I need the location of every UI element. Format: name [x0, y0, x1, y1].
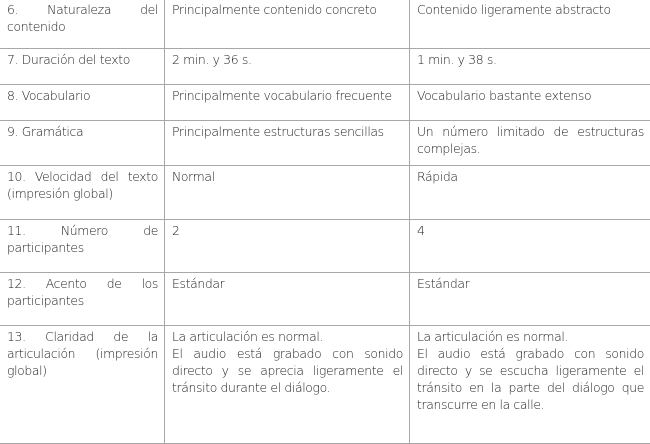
text2-cell	[410, 49, 650, 85]
text1-cell	[165, 273, 410, 326]
criterion-cell	[0, 85, 165, 121]
criterion-label: 13. Claridad de la articulación (impresión global)	[7, 328, 158, 379]
text1-value: Principalmente estructuras sencillas	[172, 123, 403, 140]
text2-cell	[410, 0, 650, 49]
table-row	[0, 273, 650, 326]
criterion-label: 12. Acento de los participantes	[7, 275, 158, 309]
text2-cell	[410, 220, 650, 273]
criterion-label: 11. Número de participantes	[7, 222, 158, 256]
table-row	[0, 121, 650, 166]
text1-line1: La articulación es normal.	[172, 328, 403, 345]
text1-value: Principalmente contenido concreto	[172, 1, 403, 18]
text2-value: 4	[417, 222, 644, 239]
text1-cell	[165, 49, 410, 85]
text1-cell	[165, 326, 410, 444]
table-row	[0, 326, 650, 444]
table-row	[0, 0, 650, 49]
criterion-label: 9. Gramática	[7, 123, 158, 140]
text1-value: Principalmente vocabulario frecuente	[172, 87, 403, 104]
criterion-label: 10. Velocidad del texto (impresión global)	[7, 168, 158, 202]
text1-cell	[165, 121, 410, 166]
criterion-label: 8. Vocabulario	[7, 87, 158, 104]
text1-line2: El audio está grabado con sonido directo y se aprecia ligeramente el tránsito durante el diálogo.	[172, 345, 403, 396]
table-row	[0, 220, 650, 273]
text2-line2: El audio está grabado con sonido directo y se escucha ligeramente el tránsito en la parte del diálogo que transcurre en la calle.	[417, 345, 644, 413]
text2-cell	[410, 326, 650, 444]
text1-cell	[165, 85, 410, 121]
text1-cell	[165, 166, 410, 220]
text1-cell	[165, 0, 410, 49]
table-row	[0, 166, 650, 220]
criterion-cell	[0, 326, 165, 444]
text2-value: Rápida	[417, 168, 644, 185]
table-row	[0, 49, 650, 85]
criterion-cell	[0, 166, 165, 220]
criterion-cell	[0, 273, 165, 326]
text2-value: 1 min. y 38 s.	[417, 51, 644, 68]
text2-cell	[410, 166, 650, 220]
criterion-label: 6. Naturaleza del contenido	[7, 1, 158, 35]
criterion-cell	[0, 121, 165, 166]
text1-value: Normal	[172, 168, 403, 185]
criterion-cell	[0, 0, 165, 49]
text1-value: 2 min. y 36 s.	[172, 51, 403, 68]
text1-value: Estándar	[172, 275, 403, 292]
text2-cell	[410, 121, 650, 166]
text1-cell	[165, 220, 410, 273]
criterion-cell	[0, 49, 165, 85]
text2-line1: La articulación es normal.	[417, 328, 644, 345]
table-row	[0, 85, 650, 121]
text2-cell	[410, 85, 650, 121]
text2-value: Contenido ligeramente abstracto	[417, 1, 644, 18]
text2-value: Estándar	[417, 275, 644, 292]
text1-value: 2	[172, 222, 403, 239]
criterion-label: 7. Duración del texto	[7, 51, 158, 68]
text2-value: Vocabulario bastante extenso	[417, 87, 644, 104]
text2-value: Un número limitado de estructuras complejas.	[417, 123, 644, 157]
criterion-cell	[0, 220, 165, 273]
text2-cell	[410, 273, 650, 326]
